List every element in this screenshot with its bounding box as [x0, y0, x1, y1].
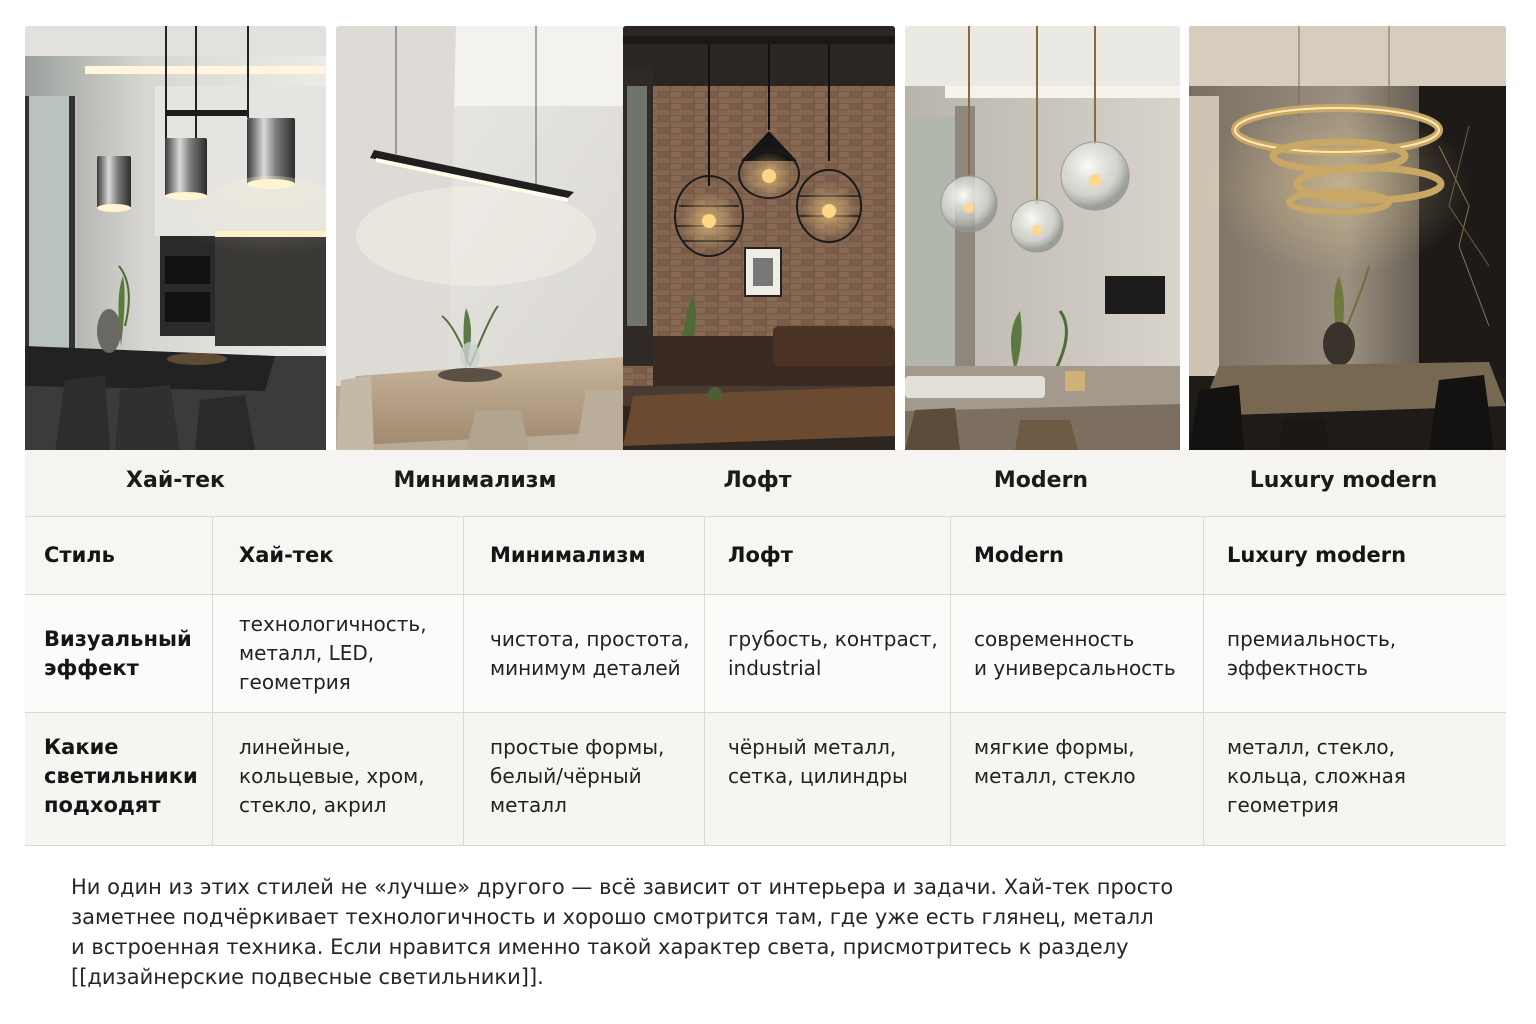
table-cell: простые формы, белый/чёрный металл — [463, 713, 704, 845]
table-cell: линейные, кольцевые, хром, стекло, акрил — [212, 713, 463, 845]
caption-modern: Modern — [993, 468, 1089, 493]
photo-luxury-modern-interior — [1189, 26, 1506, 450]
table-header-cell: Luxury modern — [1203, 517, 1506, 594]
table-row — [25, 713, 1506, 846]
row-label: Визуальный эффект — [44, 626, 192, 680]
photo-minimalism-interior — [336, 26, 638, 450]
table-header-row — [25, 517, 1506, 595]
table-cell: премиальность, эффектность — [1203, 595, 1506, 712]
photo-loft-interior — [623, 26, 895, 450]
table-header-cell: Modern — [950, 517, 1203, 594]
table-header-cell: Стиль — [44, 543, 115, 567]
table-header-cell: Хай-тек — [212, 517, 463, 594]
caption-luxury-modern: Luxury modern — [1249, 468, 1438, 493]
style-comparison-table — [25, 516, 1506, 846]
table-cell: мягкие формы, металл, стекло — [950, 713, 1203, 845]
table-cell: технологичность, металл, LED, геометрия — [212, 595, 463, 712]
table-cell: чистота, простота, минимум деталей — [463, 595, 704, 712]
table-header-cell: Лофт — [704, 517, 950, 594]
photo-hi-tech-interior — [25, 26, 326, 450]
style-caption-band — [25, 450, 1506, 516]
table-cell: металл, стекло, кольца, сложная геометрия — [1203, 713, 1506, 845]
table-cell: грубость, контраст, industrial — [704, 595, 950, 712]
table-cell: чёрный металл, сетка, цилиндры — [704, 713, 950, 845]
caption-loft: Лофт — [723, 468, 792, 493]
caption-minimalism: Минимализм — [393, 468, 557, 493]
style-photo-strip — [25, 26, 1506, 450]
caption-hi-tech: Хай-тек — [126, 468, 225, 493]
table-header-cell: Минимализм — [463, 517, 704, 594]
conclusion-paragraph: Ни один из этих стилей не «лучше» другого — всё зависит от интерьера и задачи. Хай-тек просто заметнее подчёркивает технологичность и хорошо смотрится там, где уже есть глянец, металл и встроенная техника. Если нравится именно такой характер света, присмотритесь к разделу [[дизайнерские подвесные светильники]]. — [71, 875, 1174, 989]
row-label: Какие светильники подходят — [44, 735, 198, 817]
table-cell: современность и универсальность — [950, 595, 1203, 712]
photo-modern-interior — [905, 26, 1180, 450]
table-row — [25, 595, 1506, 713]
